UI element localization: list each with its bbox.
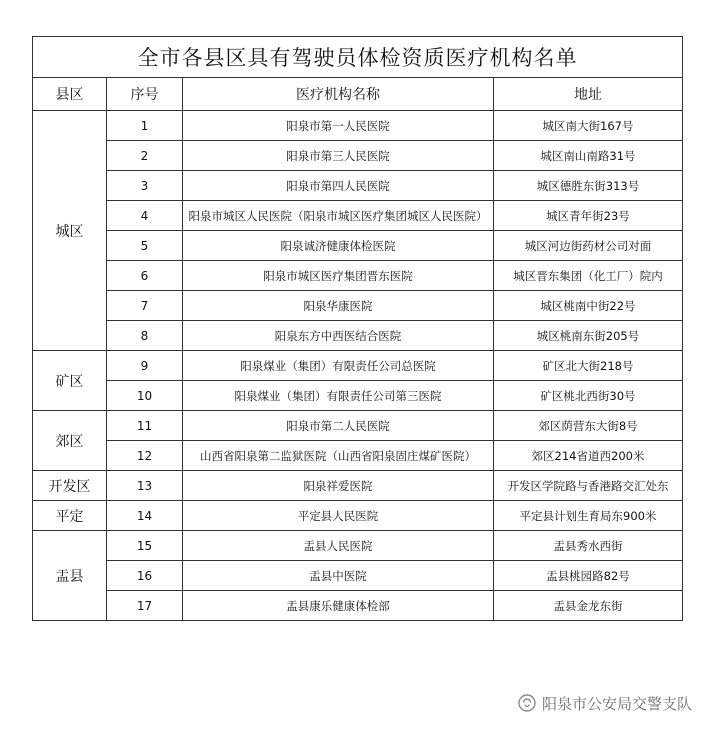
address-cell: 城区桃南东街205号 <box>494 321 683 351</box>
watermark <box>518 690 692 716</box>
table-row <box>33 321 683 351</box>
address-cell: 矿区桃北西街30号 <box>494 381 683 411</box>
name-cell: 阳泉市城区人民医院（阳泉市城区医疗集团城区人民医院） <box>183 201 494 231</box>
name-cell: 阳泉煤业（集团）有限责任公司总医院 <box>183 351 494 381</box>
name-cell: 阳泉华康医院 <box>183 291 494 321</box>
medical-institution-table <box>32 36 683 621</box>
table-row <box>33 111 683 141</box>
name-cell: 阳泉东方中西医结合医院 <box>183 321 494 351</box>
header-name: 医疗机构名称 <box>183 78 494 111</box>
name-cell: 阳泉诚济健康体检医院 <box>183 231 494 261</box>
address-cell: 郊区荫营东大街8号 <box>494 411 683 441</box>
name-cell: 阳泉市第二人民医院 <box>183 411 494 441</box>
table-row <box>33 201 683 231</box>
seq-cell: 7 <box>107 291 183 321</box>
name-cell: 阳泉祥爱医院 <box>183 471 494 501</box>
seq-cell: 4 <box>107 201 183 231</box>
table-row <box>33 171 683 201</box>
seq-cell: 11 <box>107 411 183 441</box>
table-row <box>33 471 683 501</box>
table-row <box>33 381 683 411</box>
county-cell: 平定 <box>33 501 107 531</box>
address-cell: 盂县金龙东街 <box>494 591 683 621</box>
name-cell: 盂县人民医院 <box>183 531 494 561</box>
header-seq: 序号 <box>107 78 183 111</box>
county-cell: 开发区 <box>33 471 107 501</box>
address-cell: 盂县秀水西街 <box>494 531 683 561</box>
table-row <box>33 561 683 591</box>
address-cell: 盂县桃园路82号 <box>494 561 683 591</box>
seq-cell: 12 <box>107 441 183 471</box>
table-row <box>33 501 683 531</box>
name-cell: 阳泉煤业（集团）有限责任公司第三医院 <box>183 381 494 411</box>
address-cell: 郊区214省道西200米 <box>494 441 683 471</box>
name-cell: 阳泉市第三人民医院 <box>183 141 494 171</box>
address-cell: 城区晋东集团（化工厂）院内 <box>494 261 683 291</box>
table-row <box>33 531 683 561</box>
seq-cell: 3 <box>107 171 183 201</box>
name-cell: 盂县中医院 <box>183 561 494 591</box>
seq-cell: 1 <box>107 111 183 141</box>
name-cell: 盂县康乐健康体检部 <box>183 591 494 621</box>
county-cell: 矿区 <box>33 351 107 411</box>
name-cell: 山西省阳泉第二监狱医院（山西省阳泉固庄煤矿医院） <box>183 441 494 471</box>
address-cell: 城区南大街167号 <box>494 111 683 141</box>
seq-cell: 8 <box>107 321 183 351</box>
header-address: 地址 <box>494 78 683 111</box>
watermark-text: 阳泉市公安局交警支队 <box>541 694 692 713</box>
address-cell: 城区南山南路31号 <box>494 141 683 171</box>
address-cell: 城区德胜东街313号 <box>494 171 683 201</box>
table-row <box>33 441 683 471</box>
seq-cell: 16 <box>107 561 183 591</box>
county-cell: 城区 <box>33 111 107 351</box>
address-cell: 城区桃南中街22号 <box>494 291 683 321</box>
name-cell: 阳泉市第四人民医院 <box>183 171 494 201</box>
seq-cell: 9 <box>107 351 183 381</box>
table-row <box>33 231 683 261</box>
seq-cell: 10 <box>107 381 183 411</box>
seq-cell: 2 <box>107 141 183 171</box>
name-cell: 阳泉市城区医疗集团晋东医院 <box>183 261 494 291</box>
table-row <box>33 261 683 291</box>
name-cell: 平定县人民医院 <box>183 501 494 531</box>
wechat-public-account-icon <box>518 694 536 712</box>
seq-cell: 14 <box>107 501 183 531</box>
seq-cell: 5 <box>107 231 183 261</box>
table-row <box>33 351 683 381</box>
address-cell: 城区河边街药材公司对面 <box>494 231 683 261</box>
seq-cell: 6 <box>107 261 183 291</box>
address-cell: 平定县计划生育局东900米 <box>494 501 683 531</box>
seq-cell: 15 <box>107 531 183 561</box>
address-cell: 矿区北大街218号 <box>494 351 683 381</box>
header-county: 县区 <box>33 78 107 111</box>
seq-cell: 13 <box>107 471 183 501</box>
address-cell: 城区青年街23号 <box>494 201 683 231</box>
table-row <box>33 591 683 621</box>
address-cell: 开发区学院路与香港路交汇处东 <box>494 471 683 501</box>
county-cell: 郊区 <box>33 411 107 471</box>
table-row <box>33 411 683 441</box>
name-cell: 阳泉市第一人民医院 <box>183 111 494 141</box>
seq-cell: 17 <box>107 591 183 621</box>
table-title: 全市各县区具有驾驶员体检资质医疗机构名单 <box>33 37 683 78</box>
county-cell: 盂县 <box>33 531 107 621</box>
table-row <box>33 291 683 321</box>
table-row <box>33 141 683 171</box>
